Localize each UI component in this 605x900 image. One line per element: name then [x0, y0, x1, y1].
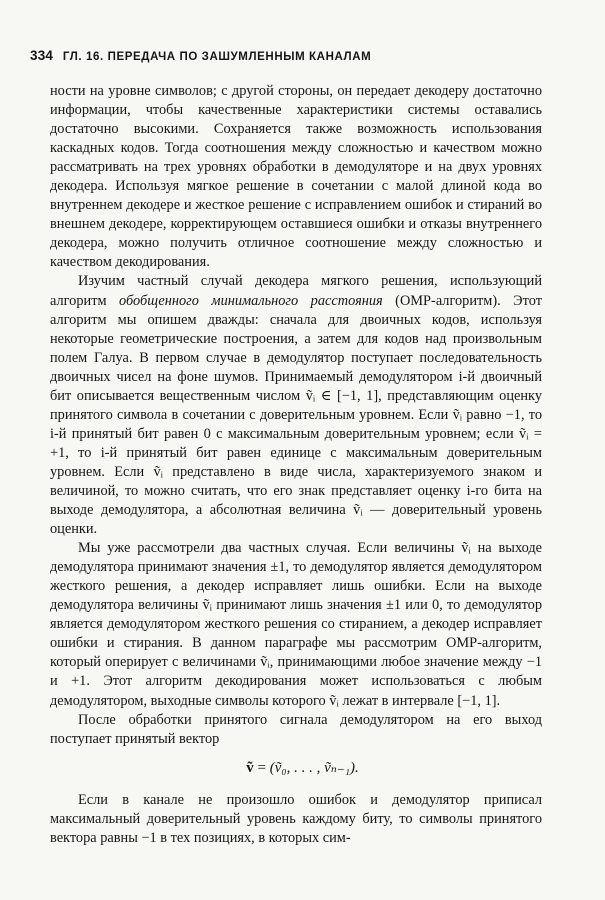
received-vector-formula [0, 758, 605, 777]
paragraph-1: ности на уровне символов; с другой стороны, он передает декодеру достаточно информации, чтобы качественные характеристики системы оставались достаточно высокими. Сохраняется также возможность использования каскадных кодов. Тогда соотношения между сложностью и качеством можно рассматривать на трех уровнях обработки в демодуляторе и на двух уровнях декодера. Используя мягкое решение в сочетании с малой длиной кода во внутреннем декодере и жесткое решение с исправлением ошибок и стираний во внешнем декодере, корректирующем оставшиеся ошибки и отказы внутреннего декодера, можно получить отличное соотношение между сложностью и качеством декодирования. [50, 83, 542, 271]
formula-equals: = [253, 760, 270, 776]
paragraph-2-start: Изучим частный случай декодера мягкого решения, использующий алгоритм [50, 273, 542, 309]
running-title: ГЛ. 16. ПЕРЕДАЧА ПО ЗАШУМЛЕННЫМ КАНАЛАМ [62, 51, 372, 63]
formula-rhs: (ṽ₀, . . . , ṽₙ₋₁). [269, 760, 359, 776]
paragraph-4: После обработки принятого сигнала демодулятором на его выход поступает принятый вектор [50, 711, 542, 747]
page-number: 334 [30, 48, 54, 63]
paragraph-2 [50, 272, 542, 539]
paragraph-2-term: обобщенного минимального расстояния [119, 292, 383, 309]
running-header [30, 48, 560, 63]
paragraph-3: Мы уже рассмотрели два частных случая. Если величины ṽᵢ на выходе демодулятора принимают значения ±1, то демодулятор является демодулятором жесткого решения, а декодер исправляет лишь ошибки. Если на выходе демодулятора величины ṽᵢ принимают лишь значения ±1 или 0, то демодулятор является демодулятором жесткого решения со стиранием, а декодер исправляет ошибки и стирания. В данном параграфе мы рассмотрим ОМР-алгоритм, который оперирует с величинами ṽᵢ, принимающими любое значение между −1 и +1. Этот алгоритм декодирования может использоваться с любым демодулятором, выходные символы которого ṽᵢ лежат в интервале [−1, 1]. [50, 540, 542, 709]
body-text [50, 82, 542, 749]
formula-lhs: ṽ [246, 760, 254, 776]
paragraph-2-rest: (ОМР-алгоритм). Этот алгоритм мы опишем дважды: сначала для двоичных кодов, используя некоторые геометрические построения, а затем для кодов над произвольным полем Галуа. В первом случае в демодулятор поступает последовательность двоичных чисел на фоне шумов. Принимаемый демодулятором i-й двоичный бит описывается вещественным числом ṽᵢ ∈ [−1, 1], представляющим оценку принятого символа в сочетании с доверительным уровнем. Если ṽᵢ равно −1, то i-й принятый бит равен 0 с максимальным доверительным уровнем; если ṽᵢ = +1, то i-й принятый бит равен единице с максимальным доверительным уровнем. Если ṽᵢ представлено в виде числа, характеризуемого знаком и величиной, то можно считать, что его знак представляет оценку i-го бита на выходе демодулятора, а абсолютная величина ṽᵢ — доверительный уровень оценки. [50, 292, 542, 538]
paragraph-5: Если в канале не произошло ошибок и демодулятор приписал максимальный доверительный уровень каждому биту, то символы принятого вектора равны −1 в тех позициях, в которых сим- [50, 792, 542, 847]
body-text-continued [50, 791, 542, 848]
